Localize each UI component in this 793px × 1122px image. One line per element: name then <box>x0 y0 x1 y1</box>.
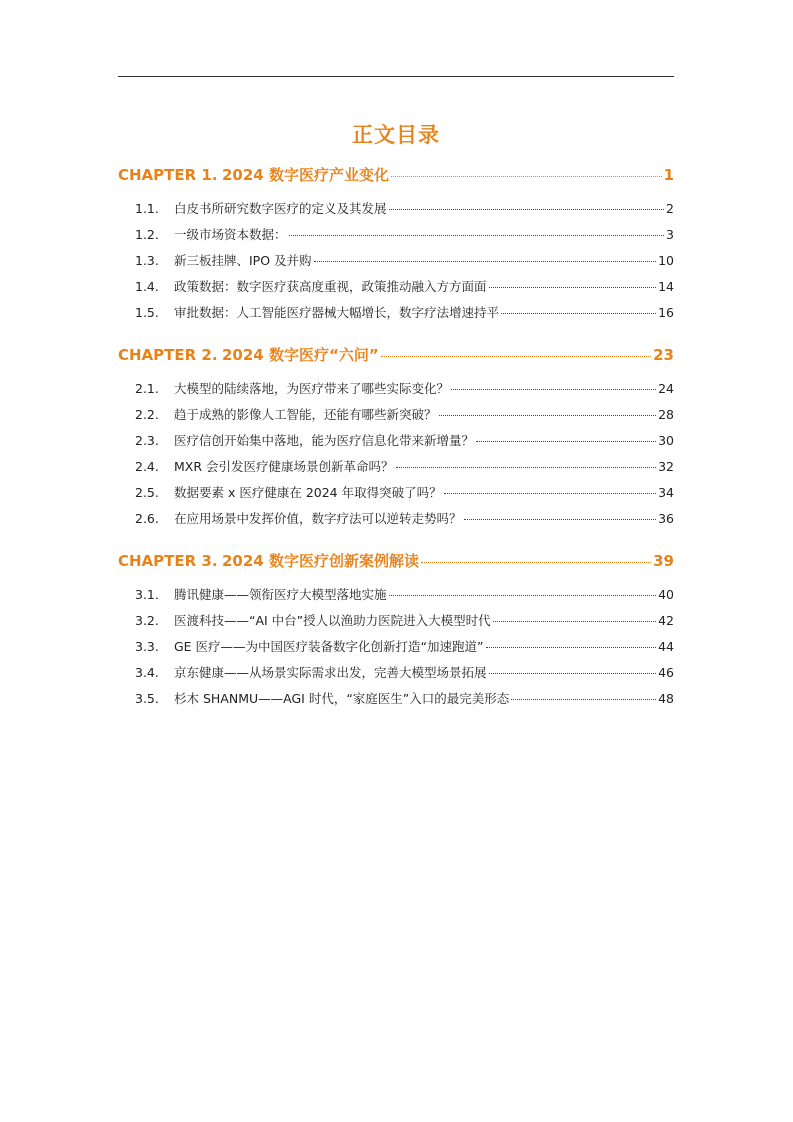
section-number: 3.1. <box>135 587 159 602</box>
chapter-number: CHAPTER 2. <box>118 346 218 364</box>
section-number: 2.5. <box>135 485 159 500</box>
toc-section-3-1[interactable] <box>118 582 674 608</box>
section-number: 2.4. <box>135 459 159 474</box>
chapter-3-sections <box>118 582 674 712</box>
dot-leader <box>391 176 662 177</box>
toc-chapter-2[interactable] <box>118 342 674 368</box>
toc-section-2-2[interactable] <box>118 402 674 428</box>
toc-section-2-6[interactable] <box>118 506 674 532</box>
section-title: 政策数据：数字医疗获高度重视，政策推动融入方方面面 <box>174 279 487 294</box>
header-rule <box>118 76 674 77</box>
dot-leader <box>439 415 657 416</box>
chapter-number: CHAPTER 1. <box>118 166 218 184</box>
toc-section-1-3[interactable] <box>118 248 674 274</box>
table-of-contents <box>118 162 674 712</box>
section-number: 1.3. <box>135 253 159 268</box>
section-title: MXR 会引发医疗健康场景创新革命吗？ <box>174 459 394 474</box>
page-number: 24 <box>658 381 674 396</box>
page-number: 10 <box>658 253 674 268</box>
section-title: 一级市场资本数据： <box>174 227 287 242</box>
dot-leader <box>421 562 651 563</box>
page-number: 30 <box>658 433 674 448</box>
toc-section-2-5[interactable] <box>118 480 674 506</box>
dot-leader <box>464 519 657 520</box>
chapter-2-sections <box>118 376 674 532</box>
page-number: 34 <box>658 485 674 500</box>
dot-leader <box>396 467 657 468</box>
toc-section-3-3[interactable] <box>118 634 674 660</box>
toc-section-1-1[interactable] <box>118 196 674 222</box>
page-number: 42 <box>658 613 674 628</box>
toc-section-3-2[interactable] <box>118 608 674 634</box>
section-number: 1.1. <box>135 201 159 216</box>
dot-leader <box>389 209 665 210</box>
toc-chapter-3[interactable] <box>118 548 674 574</box>
section-title: 在应用场景中发挥价值，数字疗法可以逆转走势吗？ <box>174 511 462 526</box>
section-title: GE 医疗——为中国医疗装备数字化创新打造“加速跑道” <box>174 639 484 654</box>
dot-leader <box>389 595 657 596</box>
section-number: 1.2. <box>135 227 159 242</box>
section-number: 3.4. <box>135 665 159 680</box>
dot-leader <box>289 235 665 236</box>
section-title: 医渡科技——“AI 中台”授人以渔助力医院进入大模型时代 <box>174 613 491 628</box>
section-title: 趋于成熟的影像人工智能，还能有哪些新突破？ <box>174 407 437 422</box>
chapter-title: 2024 数字医疗产业变化 <box>222 166 389 184</box>
section-title: 新三板挂牌、IPO 及并购 <box>174 253 312 268</box>
section-title: 数据要素 x 医疗健康在 2024 年取得突破了吗？ <box>174 485 442 500</box>
page-number: 28 <box>658 407 674 422</box>
chapter-title: 2024 数字医疗“六问” <box>222 346 379 364</box>
dot-leader <box>486 647 657 648</box>
toc-section-1-4[interactable] <box>118 274 674 300</box>
page-number: 40 <box>658 587 674 602</box>
chapter-title: 2024 数字医疗创新案例解读 <box>222 552 419 570</box>
section-title: 杉木 SHANMU——AGI 时代，“家庭医生”入口的最完美形态 <box>174 691 510 706</box>
page-number: 46 <box>658 665 674 680</box>
toc-section-2-4[interactable] <box>118 454 674 480</box>
page-number: 2 <box>666 201 674 216</box>
section-number: 2.6. <box>135 511 159 526</box>
dot-leader <box>489 673 657 674</box>
section-number: 3.5. <box>135 691 159 706</box>
page-title: 正文目录 <box>352 123 440 147</box>
dot-leader <box>476 441 656 442</box>
section-number: 2.2. <box>135 407 159 422</box>
page-number: 1 <box>663 166 674 184</box>
dot-leader <box>451 389 656 390</box>
section-number: 1.4. <box>135 279 159 294</box>
page-number: 3 <box>666 227 674 242</box>
page-number: 39 <box>653 552 674 570</box>
page-number: 23 <box>653 346 674 364</box>
section-number: 2.3. <box>135 433 159 448</box>
section-number: 3.2. <box>135 613 159 628</box>
page-number: 48 <box>658 691 674 706</box>
section-number: 1.5. <box>135 305 159 320</box>
section-number: 3.3. <box>135 639 159 654</box>
section-title: 京东健康——从场景实际需求出发，完善大模型场景拓展 <box>174 665 487 680</box>
dot-leader <box>501 313 656 314</box>
toc-section-3-5[interactable] <box>118 686 674 712</box>
dot-leader <box>489 287 657 288</box>
section-title: 审批数据：人工智能医疗器械大幅增长，数字疗法增速持平 <box>174 305 500 320</box>
chapter-number: CHAPTER 3. <box>118 552 218 570</box>
dot-leader <box>511 699 656 700</box>
toc-section-2-1[interactable] <box>118 376 674 402</box>
section-title: 腾讯健康——领衔医疗大模型落地实施 <box>174 587 387 602</box>
toc-section-1-2[interactable] <box>118 222 674 248</box>
page-number: 32 <box>658 459 674 474</box>
dot-leader <box>381 356 651 357</box>
page-number: 16 <box>658 305 674 320</box>
toc-chapter-1[interactable] <box>118 162 674 188</box>
toc-section-1-5[interactable] <box>118 300 674 326</box>
chapter-1-sections <box>118 196 674 326</box>
toc-section-3-4[interactable] <box>118 660 674 686</box>
dot-leader <box>444 493 656 494</box>
section-number: 2.1. <box>135 381 159 396</box>
dot-leader <box>493 621 656 622</box>
page-number: 14 <box>658 279 674 294</box>
section-title: 大模型的陆续落地，为医疗带来了哪些实际变化？ <box>174 381 450 396</box>
page-number: 44 <box>658 639 674 654</box>
toc-section-2-3[interactable] <box>118 428 674 454</box>
section-title: 医疗信创开始集中落地，能为医疗信息化带来新增量？ <box>174 433 475 448</box>
section-title: 白皮书所研究数字医疗的定义及其发展 <box>174 201 387 216</box>
dot-leader <box>314 261 657 262</box>
page-number: 36 <box>658 511 674 526</box>
